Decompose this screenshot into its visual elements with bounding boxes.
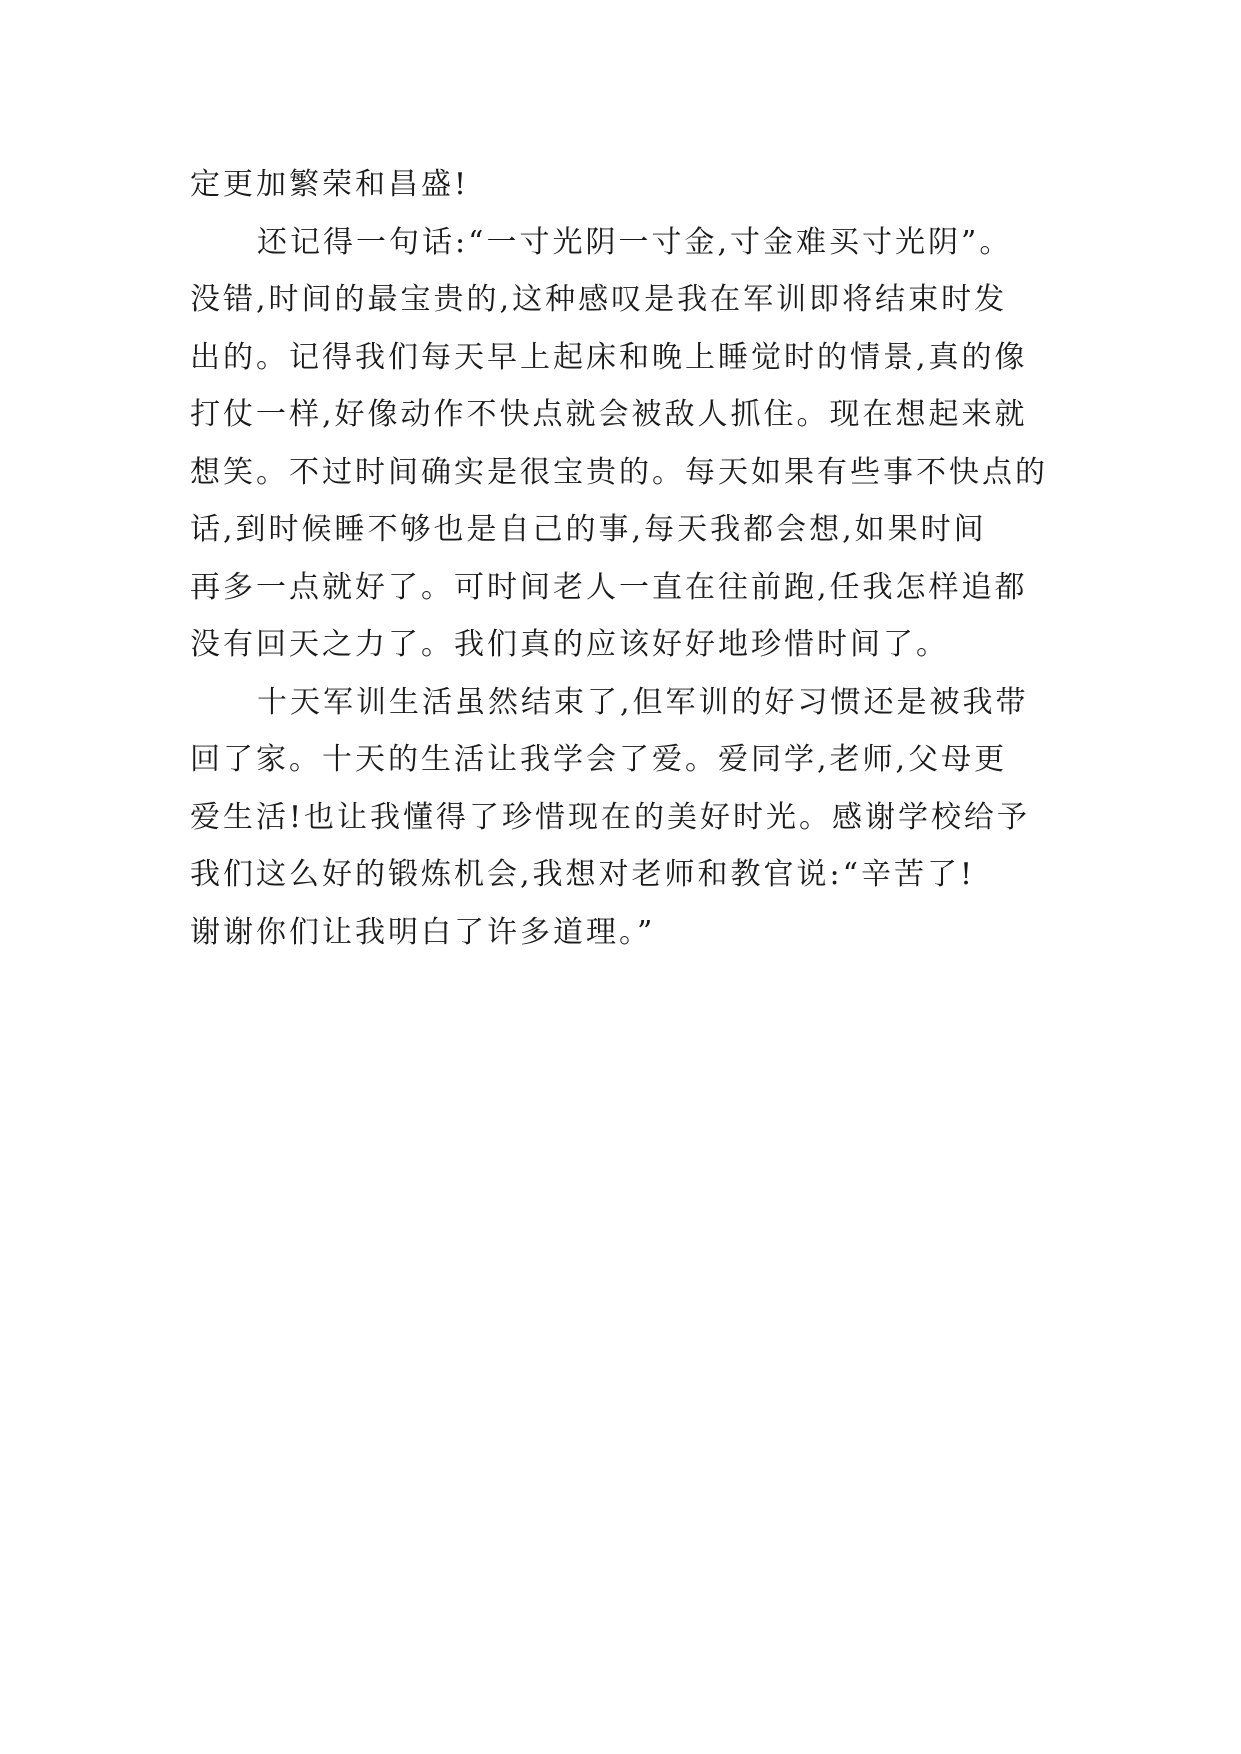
text-line: 想笑。不过时间确实是很宝贵的。每天如果有些事不快点的 [190, 454, 1048, 490]
paragraph-1 [190, 156, 1070, 214]
text-line: 没有回天之力了。我们真的应该好好地珍惜时间了。 [190, 627, 949, 662]
paragraph-3 [190, 674, 1070, 962]
text-line: 我们这么好的锻炼机会,我想对老师和教官说:“辛苦了! [190, 857, 976, 892]
text-line: 再多一点就好了。可时间老人一直在往前跑,任我怎样追都 [190, 569, 1028, 605]
paragraph-2 [190, 214, 1070, 674]
text-line: 谢谢你们让我明白了许多道理。” [190, 914, 656, 950]
text-line: 话,到时候睡不够也是自己的事,每天我都会想,如果时间 [190, 512, 987, 547]
text-line: 爱生活!也让我懂得了珍惜现在的美好时光。感谢学校给予 [190, 799, 1031, 835]
text-line: 十天军训生活虽然结束了,但军训的好习惯还是被我带 [257, 684, 1029, 720]
text-line: 打仗一样,好像动作不快点就会被敌人抓住。现在想起来就 [190, 397, 1028, 432]
document-body [190, 156, 1070, 961]
text-line: 定更加繁荣和昌盛! [190, 167, 470, 202]
text-line: 出的。记得我们每天早上起床和晚上睡觉时的情景,真的像 [190, 339, 1028, 375]
text-line: 还记得一句话:“一寸光阴一寸金,寸金难买寸光阴”。 [257, 224, 1013, 260]
text-line: 回了家。十天的生活让我学会了爱。爱同学,老师,父母更 [190, 742, 1008, 777]
text-line: 没错,时间的最宝贵的,这种感叹是我在军训即将结束时发 [190, 282, 1008, 317]
